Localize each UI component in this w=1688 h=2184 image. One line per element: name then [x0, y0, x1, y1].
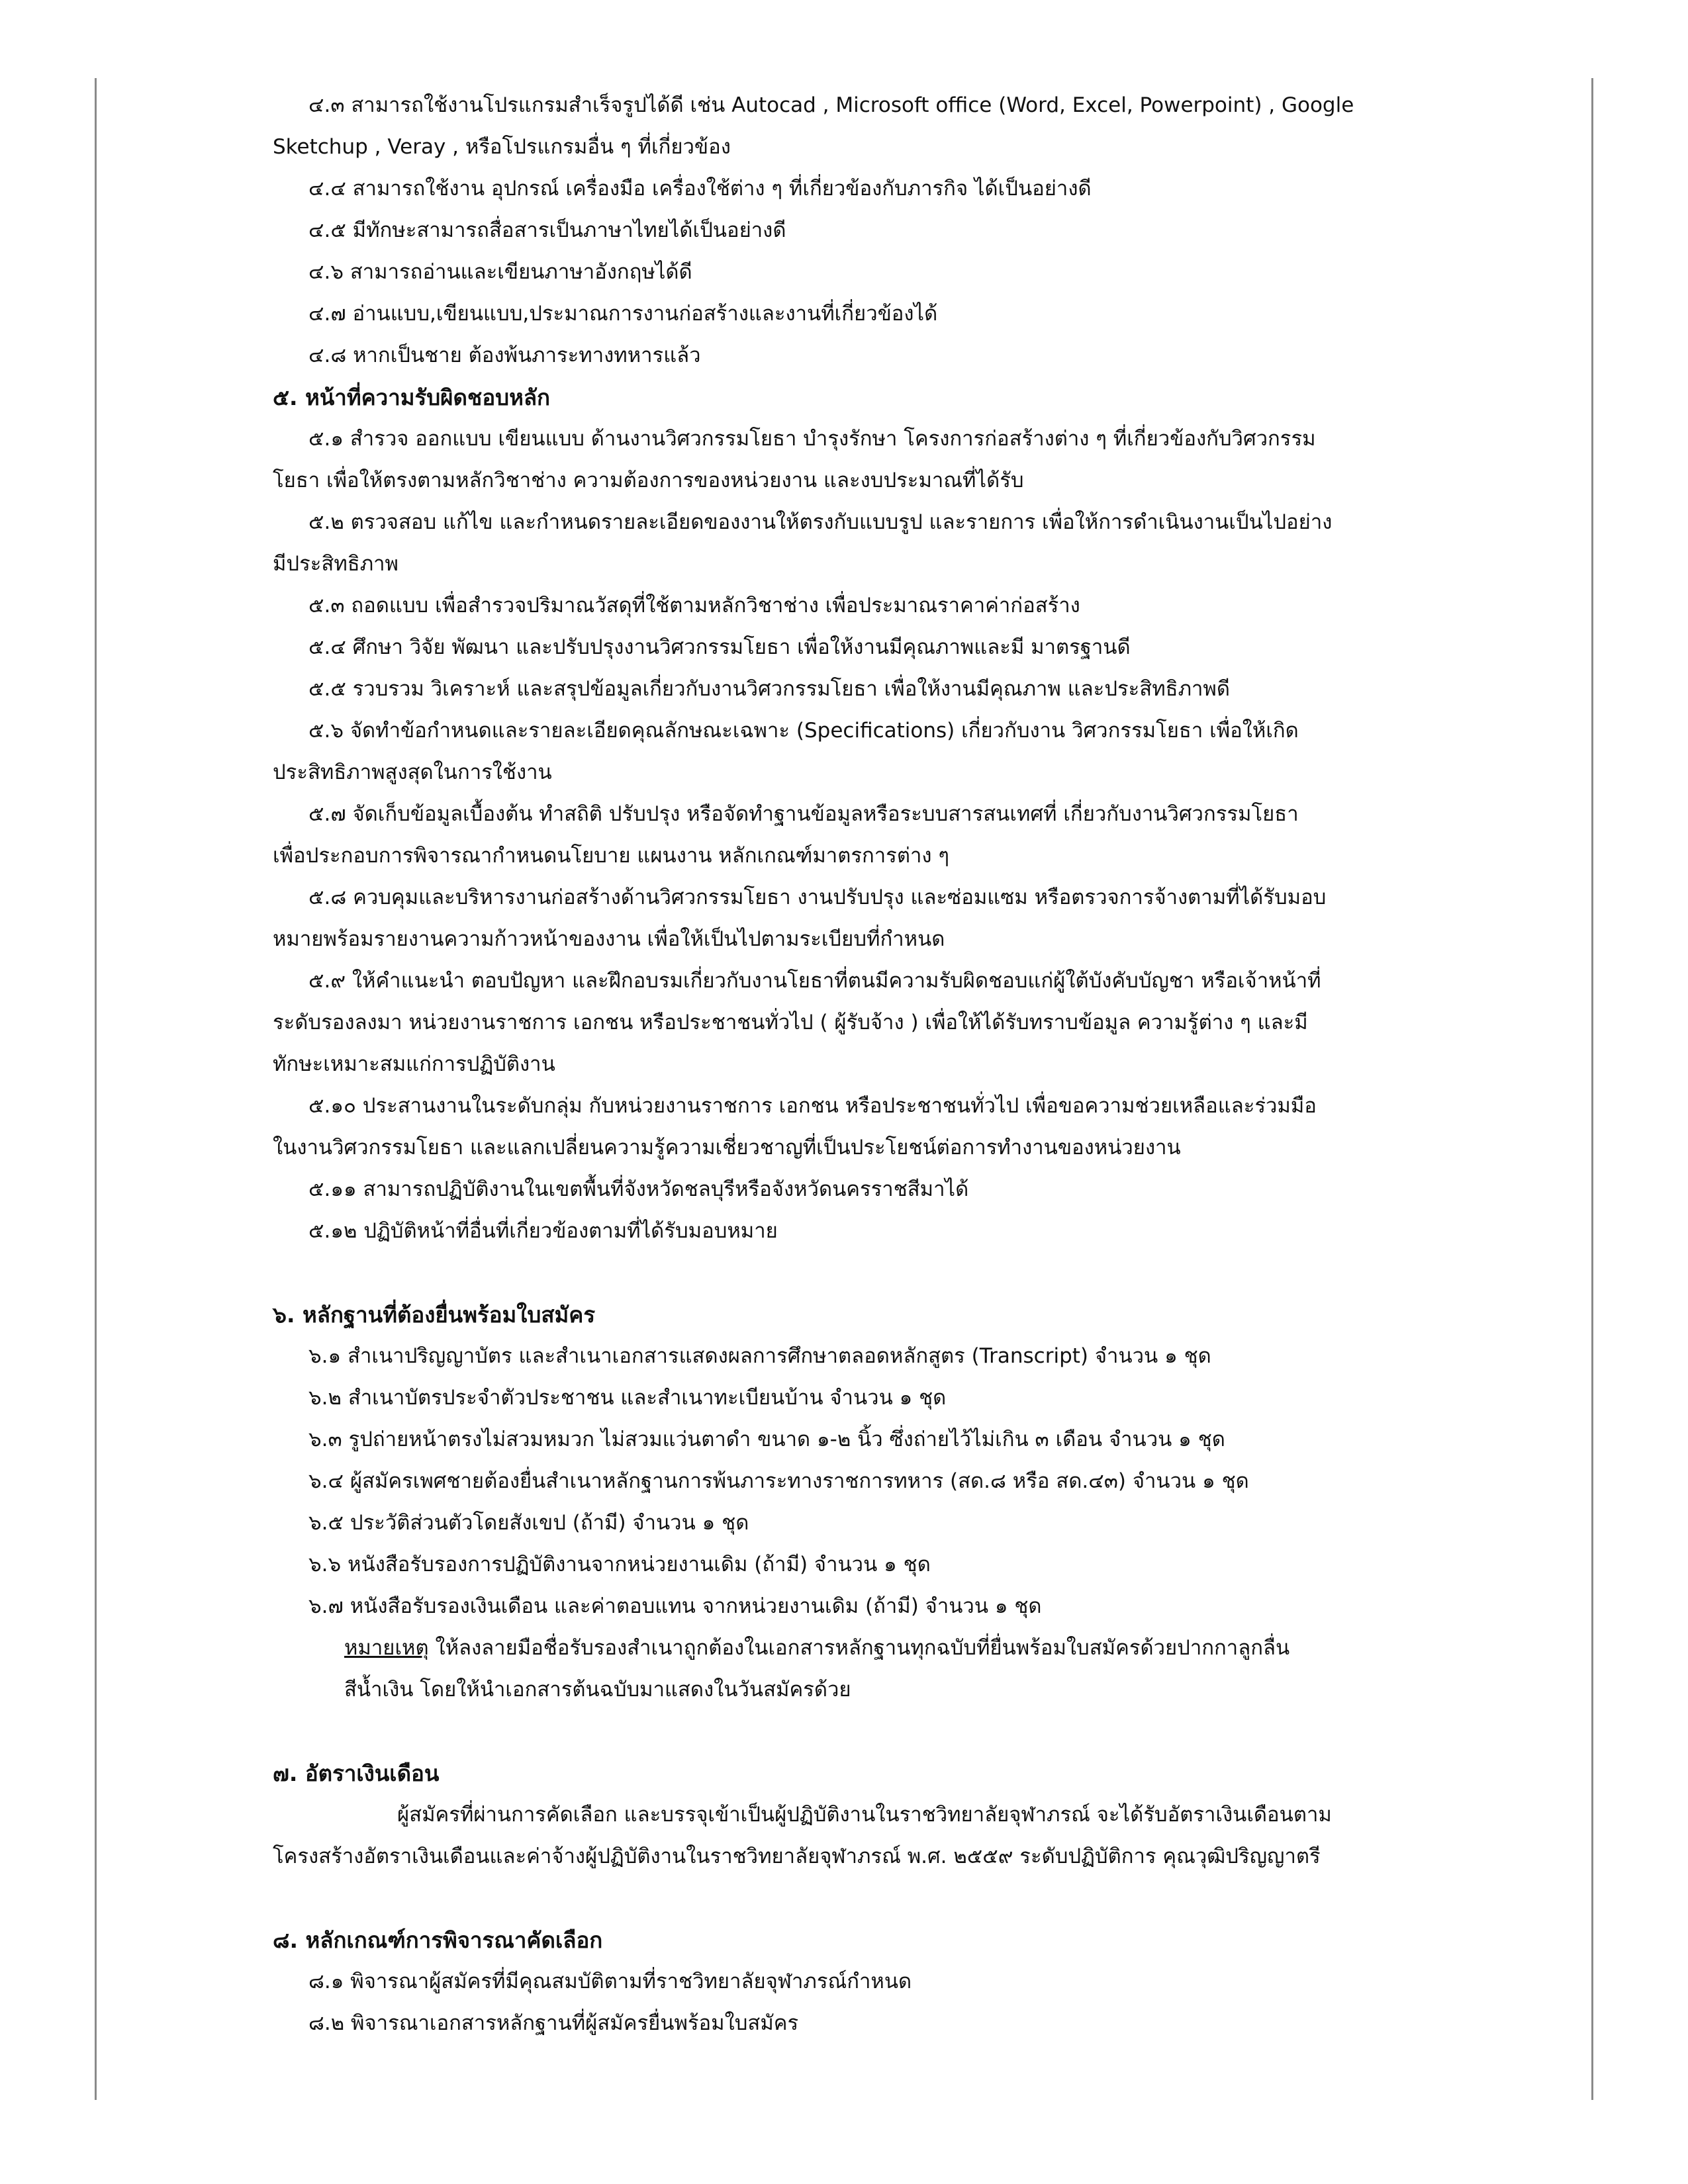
note-label: หมายเหตุ [344, 1636, 429, 1660]
list-item: ๔.๔ สามารถใช้งาน อุปกรณ์ เครื่องมือ เครื่องใช้ต่าง ๆ ที่เกี่ยวข้องกับภารกิจ ได้เป็นอย่างดี [308, 177, 1092, 201]
item-line: ๕.๖ จัดทำข้อกำหนดและรายละเอียดคุณลักษณะเฉพาะ (Specifications) เกี่ยวกับงาน วิศวกรรมโยธา เพื่อให้เกิด [308, 719, 1299, 743]
list-item [273, 877, 1484, 960]
list-item: ๖.๗ หนังสือรับรองเงินเดือน และค่าตอบแทน จากหน่วยงานเดิม (ถ้ามี) จำนวน ๑ ชุด [308, 1594, 1042, 1618]
list-item: ๖.๑ สำเนาปริญญาบัตร และสำเนาเอกสารแสดงผลการศึกษาตลอดหลักสูตร (Transcript) จำนวน ๑ ชุด [308, 1344, 1211, 1368]
section-heading: ๘. หลักเกณฑ์การพิจารณาคัดเลือก [273, 1927, 603, 1953]
item-line: ๕.๑ สำรวจ ออกแบบ เขียนแบบ ด้านงานวิศวกรรมโยธา บำรุงรักษา โครงการก่อสร้างต่าง ๆ ที่เกี่ยวข้องกับวิศวกรรม [308, 427, 1316, 451]
list-item: ๕.๔ ศึกษา วิจัย พัฒนา และปรับปรุงงานวิศวกรรมโยธา เพื่อให้งานมีคุณภาพและมี มาตรฐานดี [308, 635, 1131, 659]
item-line: ๕.๙ ให้คำแนะนำ ตอบปัญหา และฝึกอบรมเกี่ยวกับงานโยธาที่ตนมีความรับผิดชอบแก่ผู้ใต้บังคับบัญชา หรือเจ้าหน้าที่ [308, 969, 1321, 993]
item-line: ๕.๑๐ ประสานงานในระดับกลุ่ม กับหน่วยงานราชการ เอกชน หรือประชาชนทั่วไป เพื่อขอความช่วยเหลือและร่วมมือ [308, 1094, 1317, 1118]
list-item [273, 710, 1484, 794]
list-item [273, 502, 1484, 585]
section-6 [273, 1294, 1484, 1711]
item-line: ๔.๓ สามารถใช้งานโปรแกรมสำเร็จรูปได้ดี เช่น Autocad , Microsoft office (Word, Excel, Powerpoint) , Google [308, 93, 1354, 117]
list-item [273, 960, 1484, 1085]
section-8 [273, 1919, 1484, 2044]
paragraph-line: โครงสร้างอัตราเงินเดือนและค่าจ้างผู้ปฏิบัติงานในราชวิทยาลัยจุฬาภรณ์ พ.ศ. ๒๕๕๙ ระดับปฏิบัติการ คุณวุฒิปริญญาตรี [273, 1844, 1321, 1868]
note-line: สีน้ำเงิน โดยให้นำเอกสารต้นฉบับมาแสดงในวันสมัครด้วย [344, 1678, 851, 1702]
item-line: ๕.๒ ตรวจสอบ แก้ไข และกำหนดรายละเอียดของงานให้ตรงกับแบบรูป และรายการ เพื่อให้การดำเนินงานเป็นไปอย่าง [308, 510, 1333, 534]
spacer [273, 1252, 1484, 1294]
list-item: ๖.๖ หนังสือรับรองการปฏิบัติงานจากหน่วยงานเดิม (ถ้ามี) จำนวน ๑ ชุด [308, 1553, 931, 1576]
list-item: ๕.๑๑ สามารถปฏิบัติงานในเขตพื้นที่จังหวัดชลบุรีหรือจังหวัดนครราชสีมาได้ [308, 1177, 969, 1201]
list-item: ๕.๑๒ ปฏิบัติหน้าที่อื่นที่เกี่ยวข้องตามที่ได้รับมอบหมาย [308, 1219, 778, 1243]
document-body [273, 85, 1484, 2044]
list-item: ๖.๓ รูปถ่ายหน้าตรงไม่สวมหมวก ไม่สวมแว่นตาดำ ขนาด ๑-๒ นิ้ว ซึ่งถ่ายไว้ไม่เกิน ๓ เดือน จำนวน ๑ ชุด [308, 1428, 1225, 1451]
item-line: มีประสิทธิภาพ [273, 552, 399, 576]
item-line: หมายพร้อมรายงานความก้าวหน้าของงาน เพื่อให้เป็นไปตามระเบียบที่กำหนด [273, 927, 945, 951]
paragraph-line: ผู้สมัครที่ผ่านการคัดเลือก และบรรจุเข้าเป็นผู้ปฏิบัติงานในราชวิทยาลัยจุฬาภรณ์ จะได้รับอัตราเงินเดือนตาม [397, 1803, 1332, 1827]
section-heading: ๖. หลักฐานที่ต้องยื่นพร้อมใบสมัคร [273, 1302, 596, 1328]
item-line: ๕.๘ ควบคุมและบริหารงานก่อสร้างด้านวิศวกรรมโยธา งานปรับปรุง และซ่อมแซม หรือตรวจการจ้างตามที่ได้รับมอบ [308, 886, 1327, 909]
spacer [273, 1878, 1484, 1919]
right-margin-rule [1591, 78, 1593, 2100]
section-4-tail [273, 85, 1484, 377]
list-item: ๔.๘ หากเป็นชาย ต้องพ้นภาระทางทหารแล้ว [308, 343, 701, 367]
list-item: ๖.๕ ประวัติส่วนตัวโดยสังเขป (ถ้ามี) จำนวน ๑ ชุด [308, 1511, 749, 1535]
item-line: ประสิทธิภาพสูงสุดในการใช้งาน [273, 760, 552, 784]
list-item: ๖.๒ สำเนาบัตรประจำตัวประชาชน และสำเนาทะเบียนบ้าน จำนวน ๑ ชุด [308, 1386, 947, 1410]
section-5 [273, 377, 1484, 1252]
list-item: ๖.๔ ผู้สมัครเพศชายต้องยื่นสำเนาหลักฐานการพ้นภาระทางราชการทหาร (สด.๘ หรือ สด.๔๓) จำนวน ๑ ชุด [308, 1469, 1249, 1493]
list-item: ๔.๕ มีทักษะสามารถสื่อสารเป็นภาษาไทยได้เป็นอย่างดี [308, 218, 786, 242]
item-line: ทักษะเหมาะสมแก่การปฏิบัติงาน [273, 1052, 555, 1076]
item-line: ๕.๗ จัดเก็บข้อมูลเบื้องต้น ทำสถิติ ปรับปรุง หรือจัดทำฐานข้อมูลหรือระบบสารสนเทศที่ เกี่ยวกับงานวิศวกรรมโยธา [308, 802, 1299, 826]
section-heading: ๗. อัตราเงินเดือน [273, 1760, 440, 1786]
list-item: ๕.๓ ถอดแบบ เพื่อสำรวจปริมาณวัสดุที่ใช้ตามหลักวิชาช่าง เพื่อประมาณราคาค่าก่อสร้าง [308, 594, 1080, 617]
list-item [273, 85, 1484, 168]
item-line: โยธา เพื่อให้ตรงตามหลักวิชาช่าง ความต้องการของหน่วยงาน และงบประมาณที่ได้รับ [273, 469, 1024, 492]
list-item [273, 1085, 1484, 1169]
list-item [273, 794, 1484, 877]
list-item: ๕.๕ รวบรวม วิเคราะห์ และสรุปข้อมูลเกี่ยวกับงานวิศวกรรมโยธา เพื่อให้งานมีคุณภาพ และประสิทธิภาพดี [308, 677, 1230, 701]
item-line: Sketchup , Veray , หรือโปรแกรมอื่น ๆ ที่เกี่ยวข้อง [273, 135, 731, 159]
section-7 [273, 1752, 1484, 1878]
list-item: ๘.๒ พิจารณาเอกสารหลักฐานที่ผู้สมัครยื่นพร้อมใบสมัคร [308, 2011, 799, 2035]
item-line: เพื่อประกอบการพิจารณากำหนดนโยบาย แผนงาน หลักเกณฑ์มาตรการต่าง ๆ [273, 844, 950, 868]
section-heading: ๕. หน้าที่ความรับผิดชอบหลัก [273, 385, 551, 410]
list-item: ๘.๑ พิจารณาผู้สมัครที่มีคุณสมบัติตามที่ราชวิทยาลัยจุฬาภรณ์กำหนด [308, 1970, 912, 1993]
left-margin-rule [95, 78, 97, 2100]
list-item [273, 418, 1484, 502]
item-line: ระดับรองลงมา หน่วยงานราชการ เอกชน หรือประชาชนทั่วไป ( ผู้รับจ้าง ) เพื่อให้ได้รับทราบข้อมูล ความรู้ต่าง ๆ และมี [273, 1011, 1308, 1034]
spacer [273, 1711, 1484, 1752]
note-text: ให้ลงลายมือชื่อรับรองสำเนาถูกต้องในเอกสารหลักฐานทุกฉบับที่ยื่นพร้อมใบสมัครด้วยปากกาลูกลื่น [428, 1636, 1290, 1660]
list-item: ๔.๗ อ่านแบบ,เขียนแบบ,ประมาณการงานก่อสร้างและงานที่เกี่ยวข้องได้ [308, 302, 938, 326]
item-line: ในงานวิศวกรรมโยธา และแลกเปลี่ยนความรู้ความเชี่ยวชาญที่เป็นประโยชน์ต่อการทำงานของหน่วยงาน [273, 1136, 1181, 1160]
list-item: ๔.๖ สามารถอ่านและเขียนภาษาอังกฤษได้ดี [308, 260, 692, 284]
note-line [273, 1627, 1484, 1669]
